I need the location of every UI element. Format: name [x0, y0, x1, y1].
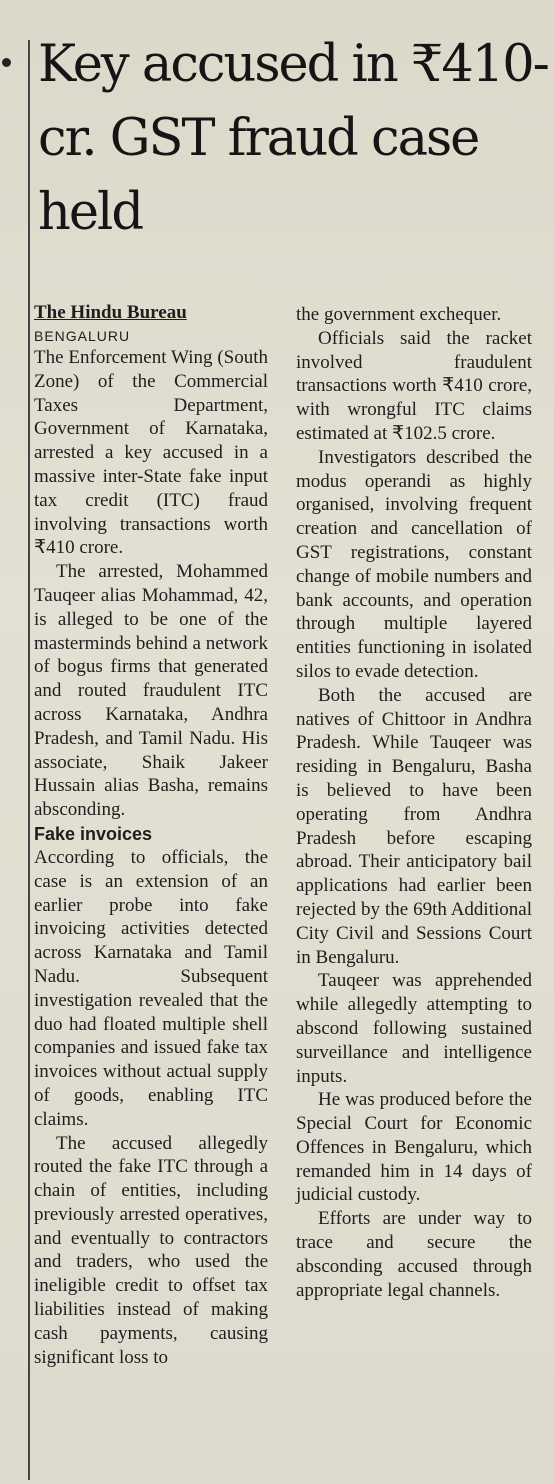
- article-column-left: [34, 300, 268, 1369]
- paragraph: Efforts are under way to trace and secure the absconding accused through appropriate legal channels.: [296, 1208, 532, 1301]
- byline: The Hindu Bureau: [34, 302, 187, 323]
- headline: Key accused in ₹410-cr. GST fraud case held: [38, 35, 548, 242]
- article-column-right: [296, 303, 532, 1302]
- subhead: Fake invoices: [34, 823, 153, 844]
- paragraph: The Enforcement Wing (South Zone) of the Commercial Taxes Department, Government of Karnataka, arrested a key accused in a massive inter-State fake input tax credit (ITC) fraud involving transactions worth ₹410 crore.: [34, 347, 268, 559]
- paragraph: The arrested, Mohammed Tauqeer alias Mohammad, 42, is alleged to be one of the masterminds behind a network of bogus firms that generated and routed fraudulent ITC across Karnataka, Andhra Pradesh, and Tamil Nadu. His associate, Shaik Jakeer Hussain alias Basha, remains absconding.: [34, 561, 268, 821]
- paragraph: Investigators described the modus operandi as highly organised, involving frequent creation and cancellation of GST registrations, constant change of mobile numbers and bank accounts, and operation through multiple layered entities functioning in isolated silos to evade detection.: [296, 446, 532, 682]
- paragraph: He was produced before the Special Court for Economic Offences in Bengaluru, which remanded him in 14 days of judicial custody.: [296, 1089, 532, 1206]
- paragraph: Officials said the racket involved fraudulent transactions worth ₹410 crore, with wrongful ITC claims estimated at ₹102.5 crore.: [296, 327, 532, 444]
- column-rule: [28, 40, 30, 1480]
- paragraph: The accused allegedly routed the fake ITC through a chain of entities, including previously arrested operatives, and eventually to contractors and traders, who used the ineligible credit to offset tax liabilities instead of making cash payments, causing significant loss to: [34, 1132, 268, 1368]
- bullet-icon: [2, 58, 11, 67]
- paragraph: Tauqeer was apprehended while allegedly attempting to abscond following sustained surveillance and intelligence inputs.: [296, 970, 532, 1087]
- paragraph: According to officials, the case is an extension of an earlier probe into fake invoicing activities detected across Karnataka and Tamil Nadu. Subsequent investigation revealed that the duo had floated multiple shell companies and issued fake tax invoices without actual supply of goods, enabling ITC claims.: [34, 846, 268, 1130]
- paragraph: the government exchequer.: [296, 304, 502, 325]
- dateline: BENGALURU: [34, 328, 131, 344]
- paragraph: Both the accused are natives of Chittoor in Andhra Pradesh. While Tauqeer was residing in Bengaluru, Basha is believed to have been operating from Andhra Pradesh before escaping abroad. Their anticipatory bail applications had earlier been rejected by the 69th Additional City Civil and Sessions Court in Bengaluru.: [296, 684, 532, 968]
